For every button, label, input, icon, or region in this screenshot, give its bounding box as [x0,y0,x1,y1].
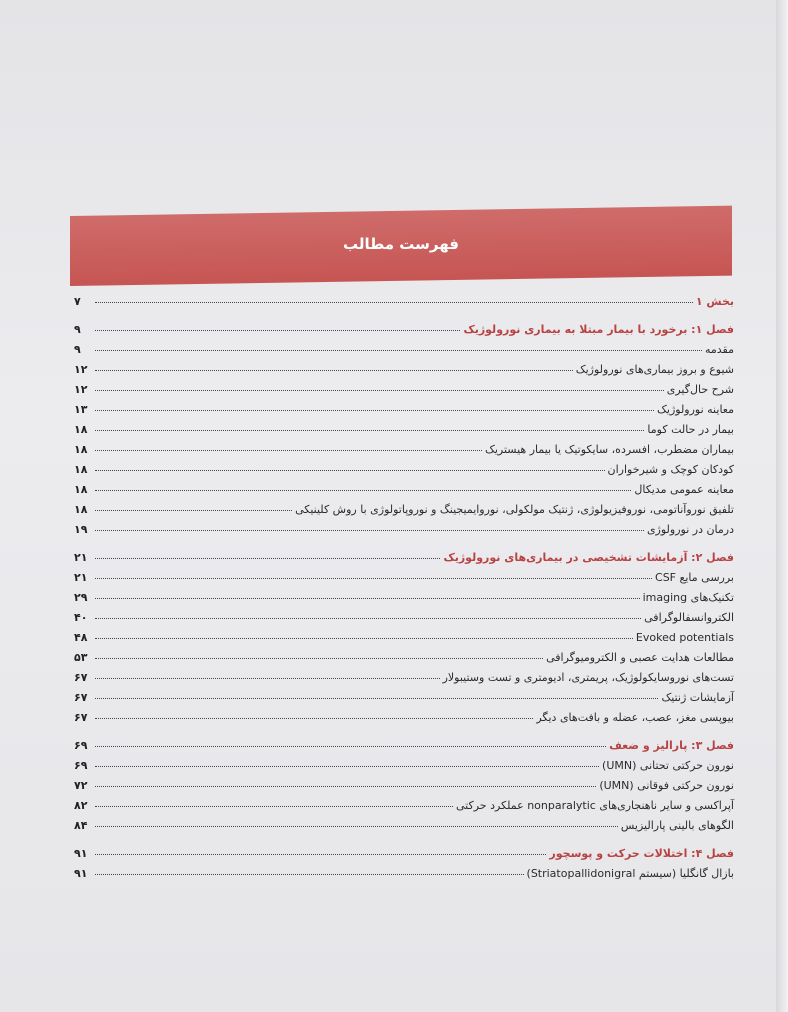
toc-entry [74,792,734,812]
entry-page: ۱۳ [74,403,88,416]
entry-page: ۱۸ [74,463,88,476]
entry-title: الکتروانسفالوگرافی [644,611,734,624]
chapter-page: ۲۱ [74,551,88,564]
entry-page: ۱۸ [74,443,88,456]
entry-page: ۲۱ [74,571,88,584]
chapter-page: ۹ [74,323,81,336]
toc-entry [74,664,734,684]
entry-page: ۲۹ [74,591,88,604]
toc-entry [74,456,734,476]
toc-entry [74,564,734,584]
toc-entry [74,396,734,416]
dot-leader [95,698,658,699]
dot-leader [95,638,633,639]
dot-leader [95,330,460,331]
entry-title: Evoked potentials [635,631,734,644]
table-of-contents [74,288,734,888]
dot-leader [95,350,702,351]
dot-leader [95,558,440,559]
entry-page: ۹ [74,343,81,356]
entry-page: ۱۸ [74,483,88,496]
entry-title: بیوپسی مغز، عصب، عضله و بافت‌های دیگر [536,711,734,724]
entry-title: تکنیک‌های imaging [642,591,734,604]
entry-title: شرح حال‌گیری [666,383,734,396]
chapter-row [74,732,734,752]
entry-page: ۶۷ [74,691,88,704]
entry-title: آزمایشات ژنتیک [661,691,734,704]
dot-leader [95,678,440,679]
entry-title: تلفیق نوروآناتومی، نوروفیزیولوژی، ژنتیک مولکولی، نوروایمیجینگ و نوروپاتولوژی با روش کلینیکی [295,503,734,516]
dot-leader [95,826,618,827]
toc-entry [74,336,734,356]
dot-leader [95,746,606,747]
chapter-page: ۶۹ [74,739,88,752]
toc-entry [74,772,734,792]
page-spine [776,0,788,1012]
entry-title: بررسی مایع CSF [655,571,734,584]
toc-entry [74,436,734,456]
entry-page: ۶۷ [74,711,88,724]
dot-leader [95,302,693,303]
chapter-title: فصل ۳: پارالیز و ضعف [609,739,734,752]
entry-page: ۴۰ [74,611,88,624]
entry-page: ۹۱ [74,867,88,880]
dot-leader [95,854,546,855]
dot-leader [95,766,599,767]
toc-entry [74,644,734,664]
chapter-row [74,544,734,564]
entry-title: معاینه نورولوژیک [657,403,734,416]
dot-leader [95,470,605,471]
dot-leader [95,510,292,511]
dot-leader [95,658,543,659]
dot-leader [95,410,654,411]
chapter-row [74,840,734,860]
toc-entry [74,584,734,604]
section-page: ۷ [74,295,81,308]
entry-page: ۸۲ [74,799,88,812]
entry-page: ۷۲ [74,779,88,792]
dot-leader [95,598,640,599]
entry-page: ۴۸ [74,631,88,644]
entry-title: کودکان کوچک و شیرخواران [607,463,734,476]
dot-leader [95,786,596,787]
chapter-page: ۹۱ [74,847,88,860]
dot-leader [95,874,524,875]
entry-title: بیمار در حالت کوما [647,423,734,436]
dot-leader [95,578,652,579]
toc-entry [74,860,734,880]
dot-leader [95,450,482,451]
entry-title: شیوع و بروز بیماری‌های نورولوژیک [575,363,734,376]
dot-leader [95,490,631,491]
toc-entry [74,752,734,772]
entry-page: ۱۲ [74,383,88,396]
section-row [74,288,734,308]
dot-leader [95,390,664,391]
toc-entry [74,496,734,516]
dot-leader [95,806,453,807]
entry-page: ۵۳ [74,651,88,664]
chapter-title: فصل ۴: اختلالات حرکت و پوسچور [549,847,734,860]
entry-title: نورون حرکتی فوقانی (UMN) [599,779,734,792]
entry-page: ۱۲ [74,363,88,376]
toc-entry [74,476,734,496]
dot-leader [95,530,644,531]
dot-leader [95,618,641,619]
entry-page: ۱۸ [74,423,88,436]
entry-title: مطالعات هدایت عصبی و الکترومیوگرافی [546,651,734,664]
section-label: بخش ۱ [695,295,734,308]
entry-page: ۸۴ [74,819,88,832]
dot-leader [95,718,533,719]
toc-entry [74,684,734,704]
entry-title: درمان در نورولوژی [646,523,734,536]
chapter-row [74,316,734,336]
entry-title: نورون حرکتی تحتانی (UMN) [602,759,734,772]
entry-title: بازال گانگلیا (سیستم Striatopallidonigral) [526,867,734,880]
dot-leader [95,430,644,431]
dot-leader [95,370,573,371]
toc-entry [74,704,734,724]
entry-title: معاینه عمومی مدیکال [634,483,734,496]
toc-entry [74,604,734,624]
entry-title: الگوهای بالینی پارالیزیس [620,819,734,832]
entry-title: آپراکسی و سایر ناهنجاری‌های nonparalytic عملکرد حرکتی [456,799,734,812]
toc-entry [74,516,734,536]
toc-entry [74,812,734,832]
page-title: فهرست مطالب [343,234,459,253]
entry-title: تست‌های نوروسایکولوژیک، پریمتری، ادیومتری و تست وستیبولار [442,671,734,684]
entry-page: ۶۹ [74,759,88,772]
toc-entry [74,356,734,376]
entry-page: ۶۷ [74,671,88,684]
entry-page: ۱۸ [74,503,88,516]
toc-entry [74,624,734,644]
entry-title: مقدمه [704,343,734,356]
entry-page: ۱۹ [74,523,88,536]
chapter-title: فصل ۲: آزمایشات تشخیصی در بیماری‌های نورولوژیک [443,551,734,564]
chapter-title: فصل ۱: برخورد با بیمار مبتلا به بیماری نورولوژیک [463,323,734,336]
entry-title: بیماران مضطرب، افسرده، سایکوتیک یا بیمار هیستریک [484,443,734,456]
title-banner [70,206,732,286]
toc-entry [74,416,734,436]
toc-entry [74,376,734,396]
